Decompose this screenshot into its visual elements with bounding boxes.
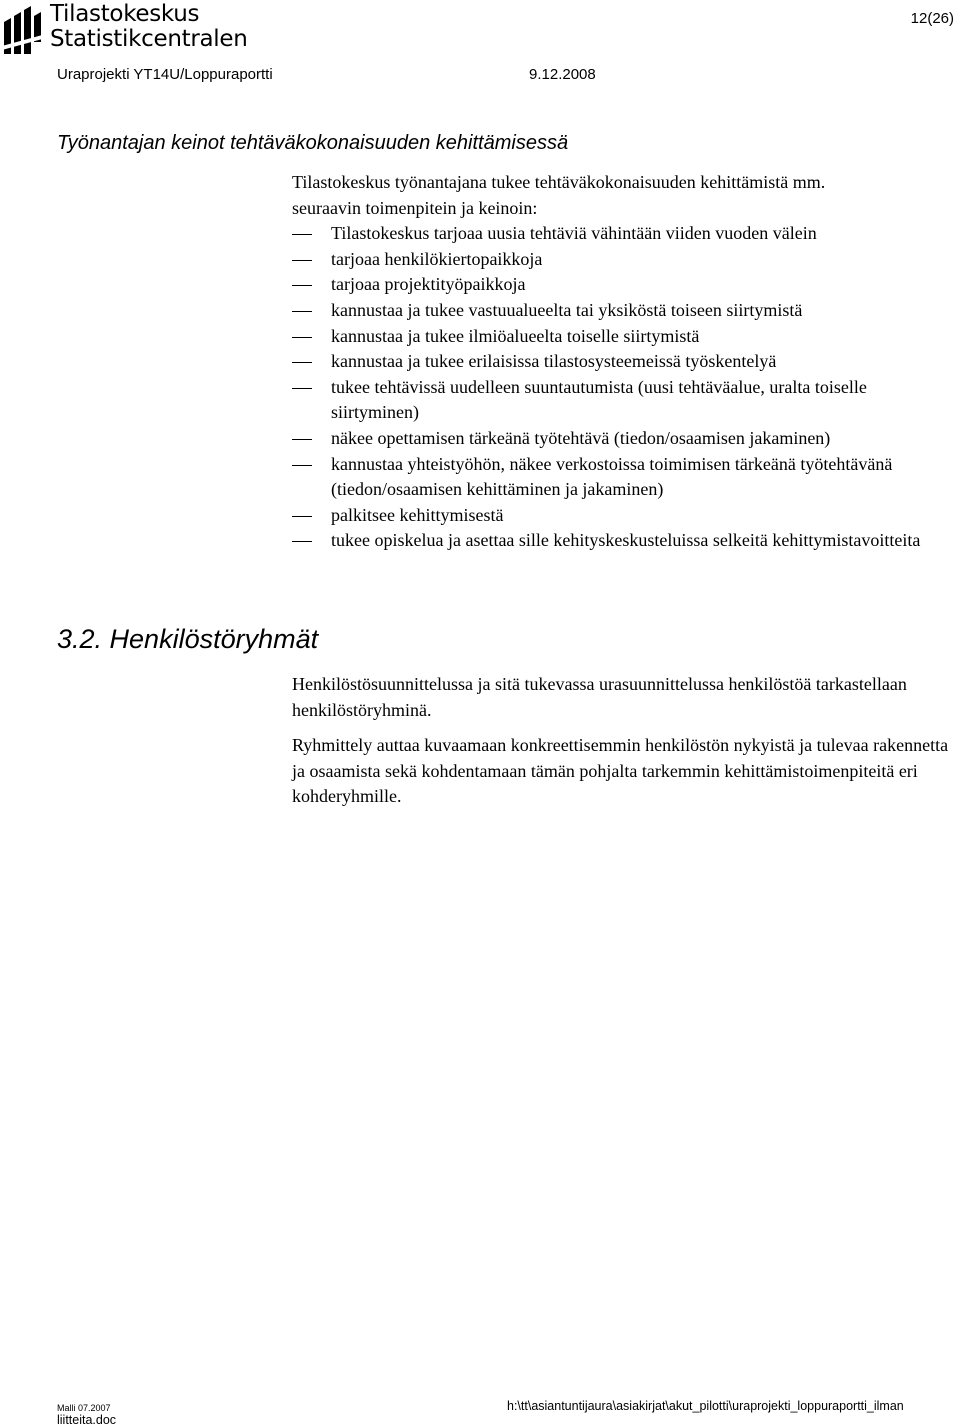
- logo-mark-icon: [2, 4, 46, 54]
- footer-template: Malli 07.2007: [57, 1403, 111, 1413]
- logo-line-finnish: Tilastokeskus: [50, 1, 200, 27]
- list-item-text: kannustaa ja tukee ilmiöalueelta toiselle siirtymistä: [331, 325, 700, 346]
- list-item: [292, 272, 957, 298]
- intro-line-2: seuraavin toimenpitein ja keinoin:: [292, 197, 538, 218]
- list-item-text: palkitsee kehittymisestä: [331, 504, 504, 525]
- dash-bullet: [292, 541, 312, 542]
- list-item: [292, 375, 957, 426]
- dash-bullet: [292, 285, 312, 286]
- list-item-text: tarjoaa projektityöpaikkoja: [331, 274, 526, 295]
- dash-bullet: [292, 516, 312, 517]
- list-item-text: tukee tehtävissä uudelleen suuntautumista (uusi tehtäväalue, uralta toiselle siirtyminen): [331, 376, 867, 423]
- list-item: [292, 426, 957, 452]
- list-item-text: tukee opiskelua ja asettaa sille kehityskeskusteluissa selkeitä kehittymistavoitteita: [331, 530, 921, 551]
- dash-bullet: [292, 337, 312, 338]
- section-heading: Työnantajan keinot tehtäväkokonaisuuden kehittämisessä: [57, 132, 569, 154]
- list-item-text: tarjoaa henkilökiertopaikkoja: [331, 248, 543, 269]
- dash-bullet: [292, 260, 312, 261]
- page-number: 12(26): [910, 10, 954, 27]
- list-item-text: kannustaa ja tukee vastuualueelta tai yksiköstä toiseen siirtymistä: [331, 299, 803, 320]
- list-item: [292, 528, 957, 554]
- dash-bullet: [292, 388, 312, 389]
- dash-bullet: [292, 362, 312, 363]
- logo-line-swedish: Statistikcentralen: [50, 26, 248, 52]
- list-item: [292, 324, 957, 350]
- list-item: [292, 349, 957, 375]
- dash-bullet: [292, 311, 312, 312]
- subsection-heading: 3.2. Henkilöstöryhmät: [57, 624, 319, 654]
- list-item: [292, 221, 957, 247]
- list-item-text: kannustaa yhteistyöhön, näkee verkostoissa toimimisen tärkeänä työtehtävänä (tiedon/osaamisen kehittäminen ja jakaminen): [331, 453, 893, 500]
- header-project: Uraprojekti YT14U/Loppuraportti: [57, 66, 273, 83]
- measures-list: [292, 221, 957, 554]
- footer-file-path: h:\tt\asiantuntijaura\asiakirjat\akut_pilotti\uraprojekti_loppuraportti_ilman: [507, 1399, 904, 1413]
- list-item: [292, 298, 957, 324]
- list-item-text: Tilastokeskus tarjoaa uusia tehtäviä vähintään viiden vuoden välein: [331, 223, 817, 244]
- list-item: [292, 247, 957, 273]
- dash-bullet: [292, 234, 312, 235]
- measures-block: [292, 170, 957, 554]
- paragraph: Ryhmittely auttaa kuvaamaan konkreettisemmin henkilöstön nykyistä ja tulevaa rakennetta ja osaamista sekä kohdentamaan tämän pohjalta tarkemmin kehittämistoimenpiteitä eri kohderyhmille.: [292, 735, 949, 807]
- list-item-text: näkee opettamisen tärkeänä työtehtävä (tiedon/osaamisen jakaminen): [331, 427, 831, 448]
- footer-file-name: liitteita.doc: [57, 1413, 117, 1427]
- intro-line-1: Tilastokeskus työnantajana tukee tehtäväkokonaisuuden kehittämistä mm.: [292, 172, 826, 192]
- staff-groups-block: [292, 672, 957, 820]
- paragraph: Henkilöstösuunnittelussa ja sitä tukevassa urasuunnittelussa henkilöstöä tarkastellaan henkilöstöryhminä.: [292, 674, 907, 720]
- dash-bullet: [292, 439, 312, 440]
- list-item-text: kannustaa ja tukee erilaisissa tilastosysteemeissä työskentelyä: [331, 351, 777, 372]
- list-item: [292, 503, 957, 529]
- header-date: 9.12.2008: [529, 66, 596, 83]
- logo-text: [50, 2, 248, 52]
- dash-bullet: [292, 465, 312, 466]
- list-item: [292, 452, 957, 503]
- statistics-finland-logo: [2, 2, 252, 56]
